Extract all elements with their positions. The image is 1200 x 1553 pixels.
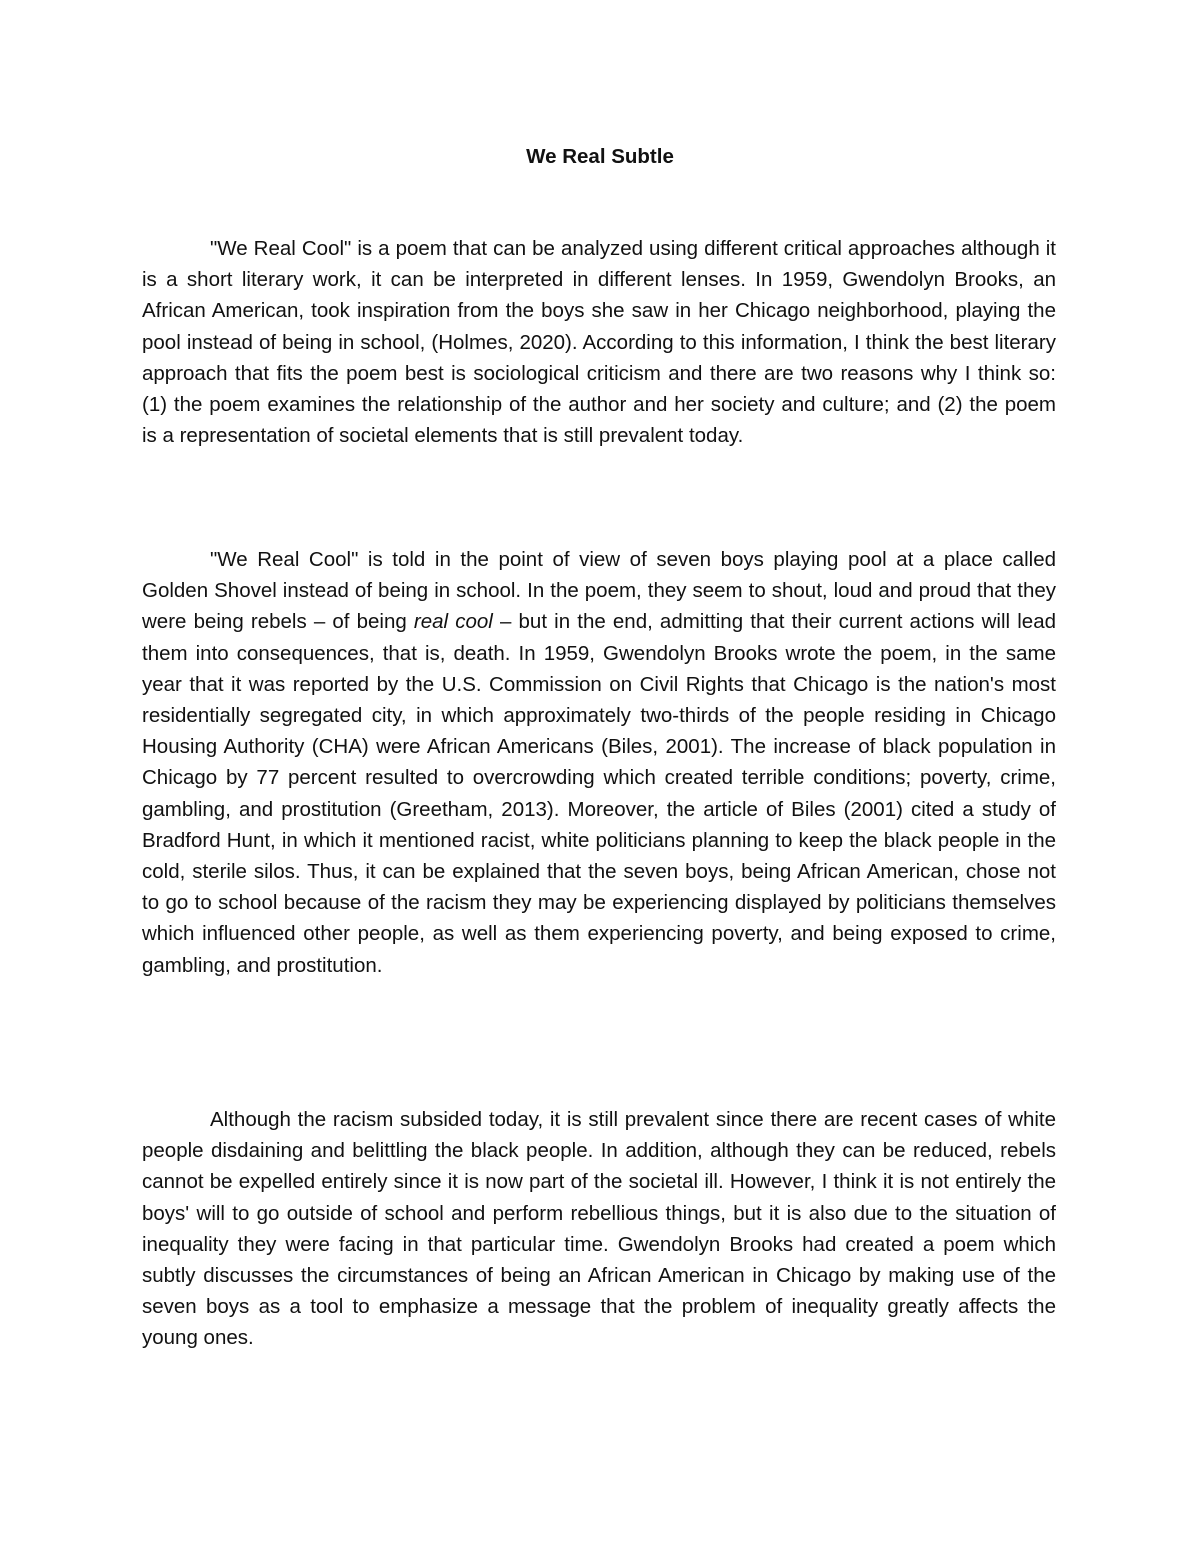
paragraph-2-emphasis: real cool xyxy=(413,610,493,634)
paragraph-2 xyxy=(142,544,1056,981)
paragraph-3: Although the racism subsided today, it is still prevalent since there are recent cases of white people disdaining and belittling the black people. In addition, although they can be reduced, rebels cannot be expelled entirely since it is now part of the societal ill. However, I think it is not entirely the boys' will to go outside of school and perform rebellious things, but it is also due to the situation of inequality they were facing in that particular time. Gwendolyn Brooks had created a poem which subtly discusses the circumstances of being an African American in Chicago by making use of the seven boys as a tool to emphasize a message that the problem of inequality greatly affects the young ones. xyxy=(142,1108,1056,1350)
document-title: We Real Subtle xyxy=(526,145,674,168)
paragraph-2-text-before: "We Real Cool" is told in the point of view of seven boys playing pool at a place called Golden Shovel instead of being in school. In the poem, they seem to shout, loud and proud that they were being rebels – of being xyxy=(142,548,1056,634)
paragraph-2-text-after: – but in the end, admitting that their current actions will lead them into consequences, that is, death. In 1959, Gwendolyn Brooks wrote the poem, in the same year that it was reported by the U.S. Commission on Civil Rights that Chicago is the nation's most residentially segregated city, in which approximately two-thirds of the people residing in Chicago Housing Authority (CHA) were African Americans (Biles, 2001). The increase of black population in Chicago by 77 percent resulted to overcrowding which created terrible conditions; poverty, crime, gambling, and prostitution (Greetham, 2013). Moreover, the article of Biles (2001) cited a study of Bradford Hunt, in which it mentioned racist, white politicians planning to keep the black people in the cold, sterile silos. Thus, it can be explained that the seven boys, being African American, chose not to go to school because of the racism they may be experiencing displayed by politicians themselves which influenced other people, as well as them experiencing poverty, and being exposed to crime, gambling, and prostitution. xyxy=(142,610,1056,977)
paragraph-1: "We Real Cool" is a poem that can be analyzed using different critical approaches although it is a short literary work, it can be interpreted in different lenses. In 1959, Gwendolyn Brooks, an African American, took inspiration from the boys she saw in her Chicago neighborhood, playing the pool instead of being in school, (Holmes, 2020). According to this information, I think the best literary approach that fits the poem best is sociological criticism and there are two reasons why I think so: (1) the poem examines the relationship of the author and her society and culture; and (2) the poem is a representation of societal elements that is still prevalent today. xyxy=(142,237,1056,448)
